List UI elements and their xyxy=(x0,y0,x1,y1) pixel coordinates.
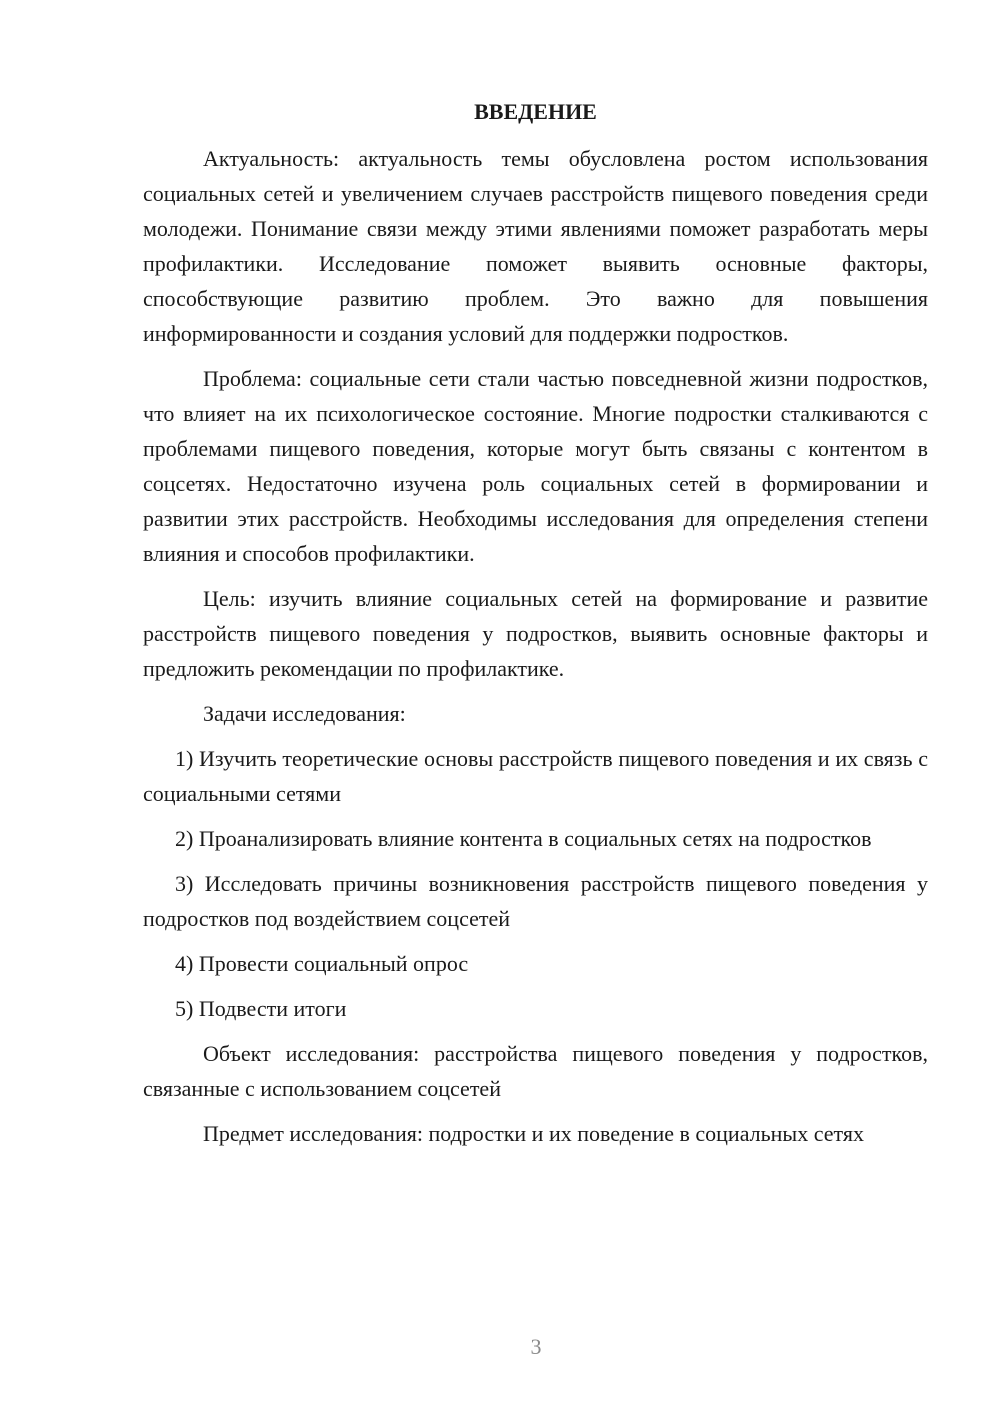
section-title: ВВЕДЕНИЕ xyxy=(474,99,597,124)
task-item-4: 4) Провести социальный опрос xyxy=(175,951,469,976)
task-item-3: 3) Исследовать причины возникновения расстройств пищевого поведения у подростков под воздействием соцсетей xyxy=(143,871,928,931)
page-number: 3 xyxy=(530,1334,542,1359)
object-paragraph: Объект исследования: расстройства пищевого поведения у подростков, связанные с использованием соцсетей xyxy=(143,1041,928,1101)
subject-paragraph: Предмет исследования: подростки и их поведение в социальных сетях xyxy=(203,1121,864,1146)
relevance-paragraph: Актуальность: актуальность темы обусловлена ростом использования социальных сетей и увеличением случаев расстройств пищевого поведения среди молодежи. Понимание связи между этими явлениями поможет разработать меры профилактики. Исследование поможет выявить основные факторы, способствующие развитию проблем. Это важно для повышения информированности и создания условий для поддержки подростков. xyxy=(143,146,928,346)
task-item-2: 2) Проанализировать влияние контента в социальных сетях на подростков xyxy=(175,826,872,851)
goal-paragraph: Цель: изучить влияние социальных сетей на формирование и развитие расстройств пищевого поведения у подростков, выявить основные факторы и предложить рекомендации по профилактике. xyxy=(143,586,928,681)
problem-paragraph: Проблема: социальные сети стали частью повседневной жизни подростков, что влияет на их психологическое состояние. Многие подростки сталкиваются с проблемами пищевого поведения, которые могут быть связаны с контентом в соцсетях. Недостаточно изучена роль социальных сетей в формировании и развитии этих расстройств. Необходимы исследования для определения степени влияния и способов профилактики. xyxy=(143,366,928,566)
page-content xyxy=(143,94,928,1161)
tasks-heading: Задачи исследования: xyxy=(203,701,406,726)
task-item-1: 1) Изучить теоретические основы расстройств пищевого поведения и их связь с социальными сетями xyxy=(143,746,928,806)
task-item-5: 5) Подвести итоги xyxy=(175,996,347,1021)
